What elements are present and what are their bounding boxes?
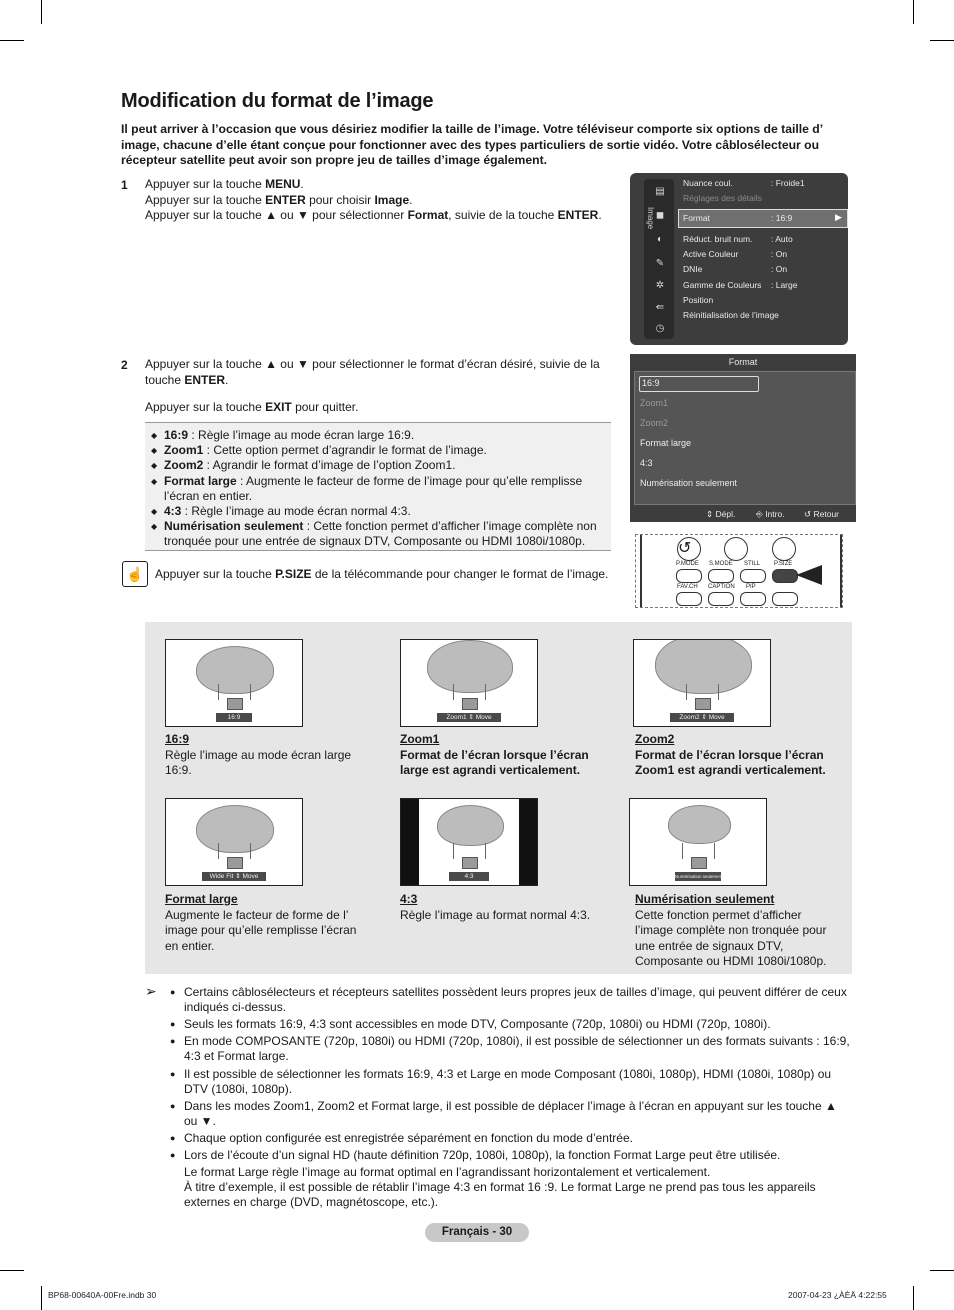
format-caption-desc: Cette fonction permet d’afficher l’image complète non tronquée pour une entrée de signaux DTV, Composante ou HDMI 1080i/1080p. (635, 907, 827, 968)
format-thumbnail (400, 639, 538, 727)
format-caption-desc: Format de l’écran lorsque l’écran Zoom1 est agrandi verticalement. (635, 747, 826, 777)
step-2-line-1: Appuyer sur la touche ▲ ou ▼ pour sélectionner le format d’écran désiré, suivie de la (145, 357, 600, 371)
crop-mark (930, 1270, 954, 1271)
step-2-text (145, 357, 615, 416)
menu-row[interactable]: Réinitialisation de l’image (683, 310, 779, 320)
format-thumbnail (400, 798, 538, 886)
psize-button[interactable] (772, 569, 798, 583)
support-icon[interactable]: ◷ (655, 323, 665, 334)
format-caption-title: Format large (165, 892, 238, 906)
format-caption-title: 4:3 (400, 892, 418, 906)
crop-mark (0, 40, 24, 41)
rope-line (250, 843, 251, 859)
remote-label: FAV.CH (677, 584, 698, 590)
step-1-line-1: Appuyer sur la touche MENU. (145, 177, 304, 191)
return-icon: ↺ (804, 509, 812, 519)
format-option-bullet: ◆ 4:3 : Règle l’image au mode écran normal 4:3. (145, 504, 611, 519)
note-item: ● Dans les modes Zoom1, Zoom2 et Format large, il est possible de déplacer l’image à l’écran en appuyant sur les touche ▲ ou ▼. (170, 1099, 850, 1129)
basket-illustration (462, 698, 478, 710)
crop-mark (930, 40, 954, 41)
menu-row[interactable]: Réglages des détails (683, 193, 762, 203)
foot-enter: ⎆ Intro. (756, 509, 785, 519)
format-option[interactable]: Zoom2 (640, 418, 669, 428)
rope-line (686, 684, 687, 700)
note-extra: Le format Large règle l’image au format optimal en l’agrandissant horizontalement et verticalement. À titre d’exemple, il est possible de rétablir l’image 4:3 en format 16 :9. Le format Large ne prend pas tous les appareils externes en charge (DVD, magnétoscope, etc.). (184, 1165, 816, 1210)
rope-line (714, 843, 715, 859)
rope-line (250, 684, 251, 700)
return-button-icon[interactable]: ↺ (677, 537, 701, 561)
format-caption (635, 732, 840, 779)
crop-mark (913, 1286, 914, 1310)
updown-icon: ⇕ (706, 509, 714, 519)
format-thumbnail (629, 798, 767, 886)
step-1-number: 1 (121, 178, 128, 192)
step-1-line-2: Appuyer sur la touche ENTER pour choisir Image. (145, 192, 413, 207)
tv-format-menu (630, 354, 856, 522)
enter-icon: ⎆ (756, 509, 763, 519)
rope-line (218, 843, 219, 859)
format-option-bullet: ◆ 16:9 : Règle l’image au mode écran large 16:9. (145, 428, 611, 443)
format-option-bullet: ◆ Format large : Augmente le facteur de forme de l’image pour qu’elle remplisse l’écran en entier. (145, 474, 611, 504)
note-item: ● Seuls les formats 16:9, 4:3 sont accessibles en mode DTV, Composante (720p, 1080i) ou HDMI (720p, 1080i). (170, 1017, 850, 1032)
remote-label: P.MODE (676, 561, 699, 567)
remote-label: STILL (744, 561, 761, 567)
foot-return: ↺ Retour (804, 509, 840, 519)
footer-timestamp: 2007-04-23 ¿ÀÈÄ 4:22:55 (788, 1290, 887, 1300)
basket-illustration (462, 857, 478, 869)
balloon-illustration (668, 805, 731, 844)
format-osd-bar: Zoom1 ⇕ Move (437, 713, 501, 722)
format-options-box (145, 422, 611, 551)
balloon-illustration (196, 646, 274, 694)
format-option-bullet: ◆ Numérisation seulement : Cette fonction permet d’afficher l’image complète non tronquée pour une entrée de signaux DTV, Composante ou HDMI 1080i/1080p. (145, 519, 611, 549)
step-2-number: 2 (121, 358, 128, 372)
note-item: ● Chaque option configurée est enregistrée séparément en fonction du mode d’entrée. (170, 1131, 850, 1146)
picture-icon[interactable]: ▤ (655, 186, 665, 197)
format-option[interactable]: Zoom1 (640, 398, 669, 408)
menu-side-label: Image (646, 207, 655, 230)
format-caption-title: 16:9 (165, 732, 190, 746)
format-thumbnail (633, 639, 771, 727)
format-caption (165, 732, 365, 779)
remote-button[interactable] (724, 537, 748, 561)
step-2-line-2: touche ENTER. (145, 372, 229, 387)
smode-button[interactable] (708, 569, 734, 583)
sound-icon[interactable]: ◼ (655, 210, 665, 221)
notes-list (170, 985, 850, 1210)
basket-illustration (227, 698, 243, 710)
format-option[interactable]: 16:9 (642, 378, 660, 388)
remote-label: P.SIZE (774, 561, 793, 567)
format-caption-desc: Règle l’image au format normal 4:3. (400, 907, 591, 922)
crop-mark (41, 1286, 42, 1310)
step-2-line-3: Appuyer sur la touche EXIT pour quitter. (145, 400, 359, 414)
rope-line (485, 684, 486, 700)
crop-mark (41, 0, 42, 24)
note-arrow-icon: ➢ (145, 983, 157, 999)
format-caption-title: Zoom2 (635, 732, 675, 746)
page-number: Français - 30 (425, 1223, 529, 1242)
note-item: ● Il est possible de sélectionner les formats 16:9, 4:3 et Large en mode Composant (1080i, 1080p), HDMI (1080i, 1080p) ou DTV (1080i, 1080p). (170, 1067, 850, 1097)
format-caption (400, 892, 605, 923)
pmode-button[interactable] (676, 569, 702, 583)
crop-mark (913, 0, 914, 24)
input-icon[interactable]: ⇚ (655, 302, 665, 313)
crop-mark (0, 1270, 24, 1271)
format-option-bullet: ◆ Zoom2 : Agrandir le format d’image de l’option Zoom1. (145, 458, 611, 473)
pip-button[interactable] (740, 592, 766, 606)
format-caption-desc: Format de l’écran lorsque l’écran large est agrandi verticalement. (400, 747, 589, 777)
hand-note-icon: ☝ (122, 561, 148, 587)
step-1-text (145, 177, 625, 224)
format-osd-bar: 4:3 (449, 872, 489, 881)
menu-row[interactable]: Format : 16:9 (683, 213, 793, 223)
format-thumbnail (165, 639, 303, 727)
format-caption-desc: Règle l’image au mode écran large 16:9. (165, 747, 352, 777)
remote-button[interactable] (772, 537, 796, 561)
caption-button[interactable] (708, 592, 734, 606)
format-osd-bar: 16:9 (216, 713, 252, 722)
rope-line (682, 843, 683, 859)
still-button[interactable] (740, 569, 766, 583)
format-caption (400, 732, 600, 779)
intro-paragraph: Il peut arriver à l’occasion que vous désiriez modifier la taille de l’image. Votre téléviseur comporte six options de taille d’ image, chacune d’elle étant conçue pour fonctionner avec des types particuliers de sortie vidéo. Votre câblosélecteur ou récepteur satellite peut avoir son propre jeu de tailles d’image également. (121, 122, 823, 167)
balloon-illustration (427, 640, 513, 693)
psize-note: Appuyer sur la touche P.SIZE de la télécommande pour changer le format de l’image. (155, 567, 609, 581)
channel-icon[interactable]: ◐ (656, 234, 664, 245)
balloon-illustration (437, 805, 504, 846)
menu-row[interactable]: Gamme de Couleurs : Large (683, 280, 798, 290)
format-caption (635, 892, 840, 970)
setup-icon[interactable]: ✎ (655, 258, 665, 269)
channel-up-button[interactable] (772, 592, 798, 606)
basket-illustration (695, 698, 711, 710)
menu-row[interactable]: Réduct. bruit num. : Auto (683, 234, 793, 244)
format-caption (165, 892, 370, 954)
format-osd-bar: Wide Fit ⇕ Move (202, 872, 266, 881)
basket-illustration (227, 857, 243, 869)
format-caption-title: Zoom1 (400, 732, 440, 746)
page-title: Modification du format de l’image (121, 90, 434, 112)
rope-line (218, 684, 219, 700)
foot-move: ⇕ Dépl. (706, 509, 736, 519)
remote-label: CAPTION (708, 584, 735, 590)
balloon-illustration (196, 805, 274, 853)
basket-illustration (691, 857, 707, 869)
footer-file: BP68-00640A-00Fre.indb 30 (48, 1290, 157, 1300)
remote-illustration (635, 534, 843, 608)
format-menu-title: Format (728, 357, 758, 367)
pointer-arrow-icon (796, 565, 822, 585)
format-option[interactable]: 4:3 (640, 458, 653, 468)
tv-picture-menu (630, 173, 848, 345)
note-item: ● Lors de l’écoute d’un signal HD (haute définition 720p, 1080i, 1080p), la fonction Format Large peut être utilisée. (170, 1148, 850, 1163)
format-osd-bar: Zoom2 ⇕ Move (670, 713, 734, 722)
menu-row[interactable]: Nuance coul. : Froide1 (683, 178, 805, 188)
menu-selection-arrow-icon: ▶ (835, 212, 842, 222)
format-option[interactable]: Numérisation seulement (640, 478, 738, 488)
gear-icon[interactable]: ✲ (655, 280, 665, 291)
menu-row[interactable]: DNIe : On (683, 264, 788, 274)
note-item: ● Certains câblosélecteurs et récepteurs satellites possèdent leurs propres jeux de tailles d’image, qui peuvent différer de ceux indiqués ci-dessus. (170, 985, 850, 1015)
balloon-illustration (655, 639, 752, 694)
format-caption-title: Numérisation seulement (635, 892, 775, 906)
menu-row[interactable]: Active Couleur : On (683, 249, 788, 259)
rope-line (453, 843, 454, 859)
remote-label: S.MODE (709, 561, 733, 567)
format-caption-desc: Augmente le facteur de forme de l’ image pour qu’elle remplisse l’écran en entier. (165, 907, 357, 953)
format-osd-bar: Numérisation seulement (675, 874, 724, 879)
format-option-bullet: ◆ Zoom1 : Cette option permet d’agrandir le format de l’image. (145, 443, 611, 458)
format-thumbnail (165, 798, 303, 886)
remote-label: PIP (746, 584, 756, 590)
menu-row[interactable]: Position (683, 295, 714, 305)
note-item: ● En mode COMPOSANTE (720p, 1080i) ou HDMI (720p, 1080i), il est possible de sélectionner un des formats suivants : 16:9, 4:3 et Format large. (170, 1034, 850, 1064)
rope-line (718, 684, 719, 700)
rope-line (453, 684, 454, 700)
favch-button[interactable] (676, 592, 702, 606)
rope-line (485, 843, 486, 859)
step-1-line-3: Appuyer sur la touche ▲ ou ▼ pour sélectionner Format, suivie de la touche ENTER. (145, 208, 602, 222)
format-option[interactable]: Format large (640, 438, 692, 448)
format-menu-list (634, 371, 856, 505)
